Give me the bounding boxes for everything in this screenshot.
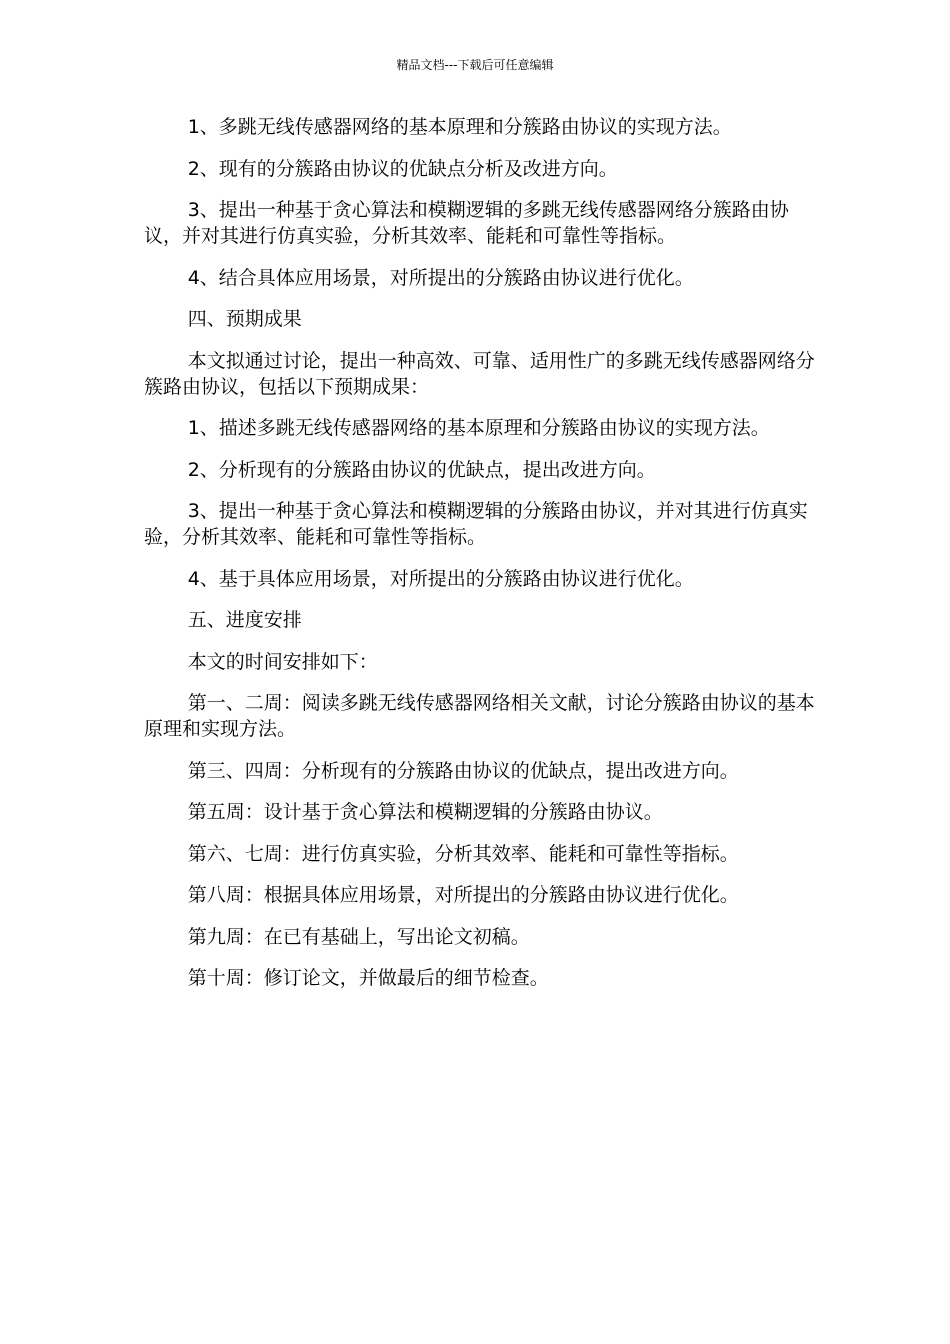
paragraph-item-4: 4、结合具体应用场景，对所提出的分簇路由协议进行优化。 [187,266,694,289]
section-heading-schedule: 五、进度安排 [187,609,302,631]
expected-result-1: 1、描述多跳无线传感器网络的基本原理和分簇路由协议的实现方法。 [187,417,770,439]
document-body [144,114,816,1007]
schedule-week-5: 第五周：设计基于贪心算法和模糊逻辑的分簇路由协议。 [187,801,663,823]
section-heading-expected-results: 四、预期成果 [187,308,302,330]
expected-result-3: 3、提出一种基于贪心算法和模糊逻辑的分簇路由协议，并对其进行仿真实验，分析其效率、能耗和可靠性等指标。 [144,500,808,548]
schedule-week-9: 第九周：在已有基础上，写出论文初稿。 [187,925,530,948]
paragraph-item-2: 2、现有的分簇路由协议的优缺点分析及改进方向。 [187,157,618,180]
schedule-weeks-1-2: 第一、二周：阅读多跳无线传感器网络相关文献，讨论分簇路由协议的基本原理和实现方法。 [144,692,815,740]
schedule-intro: 本文的时间安排如下： [187,650,378,673]
schedule-week-10: 第十周：修订论文，并做最后的细节检查。 [187,967,549,989]
schedule-weeks-3-4: 第三、四周：分析现有的分簇路由协议的优缺点，提出改进方向。 [187,759,739,782]
page-header: 精品文档---下载后可任意编辑 [396,58,554,72]
paragraph-item-3: 3、提出一种基于贪心算法和模糊逻辑的多跳无线传感器网络分簇路由协议，并对其进行仿真实验，分析其效率、能耗和可靠性等指标。 [144,199,789,247]
expected-result-4: 4、基于具体应用场景，对所提出的分簇路由协议进行优化。 [187,567,694,590]
expected-results-intro: 本文拟通过讨论，提出一种高效、可靠、适用性广的多跳无线传感器网络分簇路由协议，包括以下预期成果： [144,349,815,398]
schedule-week-8: 第八周：根据具体应用场景，对所提出的分簇路由协议进行优化。 [187,884,739,906]
schedule-weeks-6-7: 第六、七周：进行仿真实验，分析其效率、能耗和可靠性等指标。 [187,842,739,865]
paragraph-item-1: 1、多跳无线传感器网络的基本原理和分簇路由协议的实现方法。 [187,116,732,138]
expected-result-2: 2、分析现有的分簇路由协议的优缺点，提出改进方向。 [187,458,656,481]
